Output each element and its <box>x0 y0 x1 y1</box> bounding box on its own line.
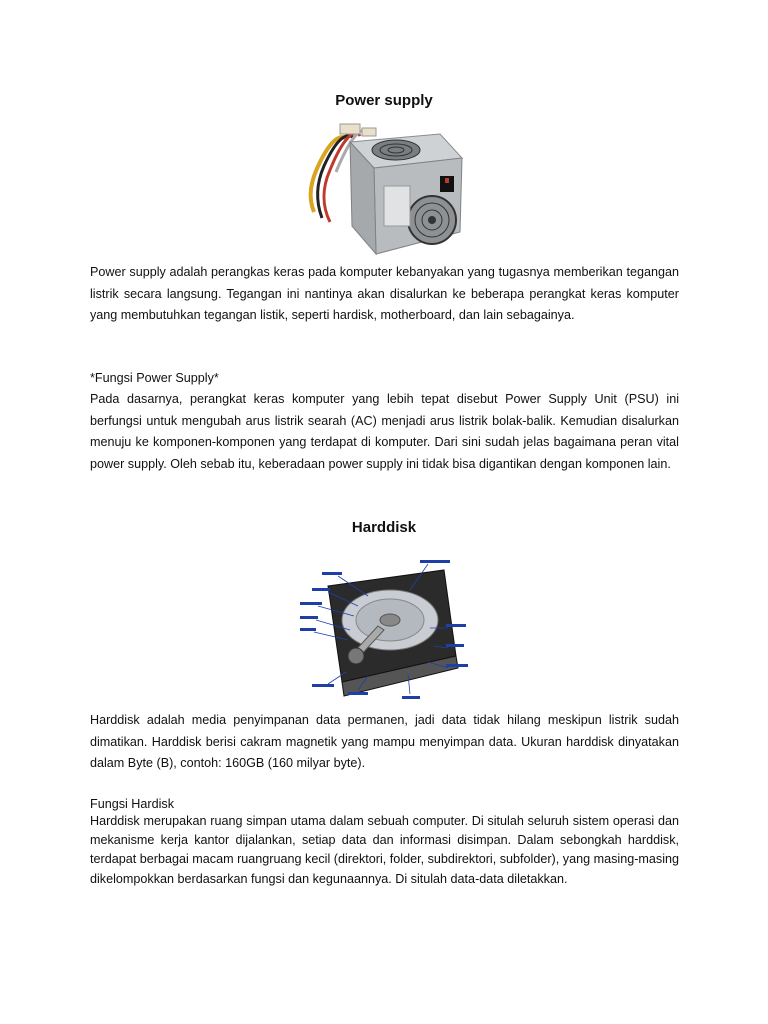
power-supply-description: Power supply adalah perangkas keras pada komputer kebanyakan yang tugasnya memberikan tegangan listrik secara langsung. Tegangan ini nantinya akan disalurkan ke beberapa perangkat keras komputer yang membutuhkan tegangan listik, seperti hardisk, motherboard, dan lain sebagainya. <box>90 265 679 323</box>
harddisk-image <box>298 556 470 704</box>
harddisk-function-heading: Fungsi Hardisk <box>90 797 174 811</box>
power-supply-function-text: Pada dasarnya, perangkat keras komputer yang lebih tepat disebut Power Supply Unit (PSU) ini berfungsi untuk mengubah arus listrik searah (AC) menjadi arus listrik bolak-balik. Kemudian disalurkan menuju ke komponen-komponen yang terdapat di komputer. Dari sini sudah jelas bagaimana peran vital power supply. Oleh sebab itu, keberadaan power supply ini tidak bisa digantikan dengan komponen lain. <box>90 392 679 471</box>
harddisk-description: Harddisk adalah media penyimpanan data permanen, jadi data tidak hilang meskipun listrik sudah dimatikan. Harddisk berisi cakram magnetik yang mampu menyimpan data. Ukuran harddisk dinyatakan dalam Byte (B), contoh: 160GB (160 milyar byte). <box>90 713 679 771</box>
power-supply-function-heading: *Fungsi Power Supply* <box>90 371 219 385</box>
harddisk-function-text: Harddisk merupakan ruang simpan utama dalam sebuah computer. Di situlah seluruh sistem operasi dan mekanisme kerja kantor dijalankan, setiap data dan informasi disimpan. Dalam sebongkah harddisk, terdapat berbagai macam ruangruang kecil (direktori, folder, subdirektori, subfolder), yang masing-masing dikelompokkan berdasarkan fungsi dan kegunaannya. Di situlah data-data diletakkan. <box>90 814 679 886</box>
power-supply-title: Power supply <box>335 92 433 109</box>
power-supply-image <box>300 122 466 260</box>
harddisk-title: Harddisk <box>351 519 417 536</box>
